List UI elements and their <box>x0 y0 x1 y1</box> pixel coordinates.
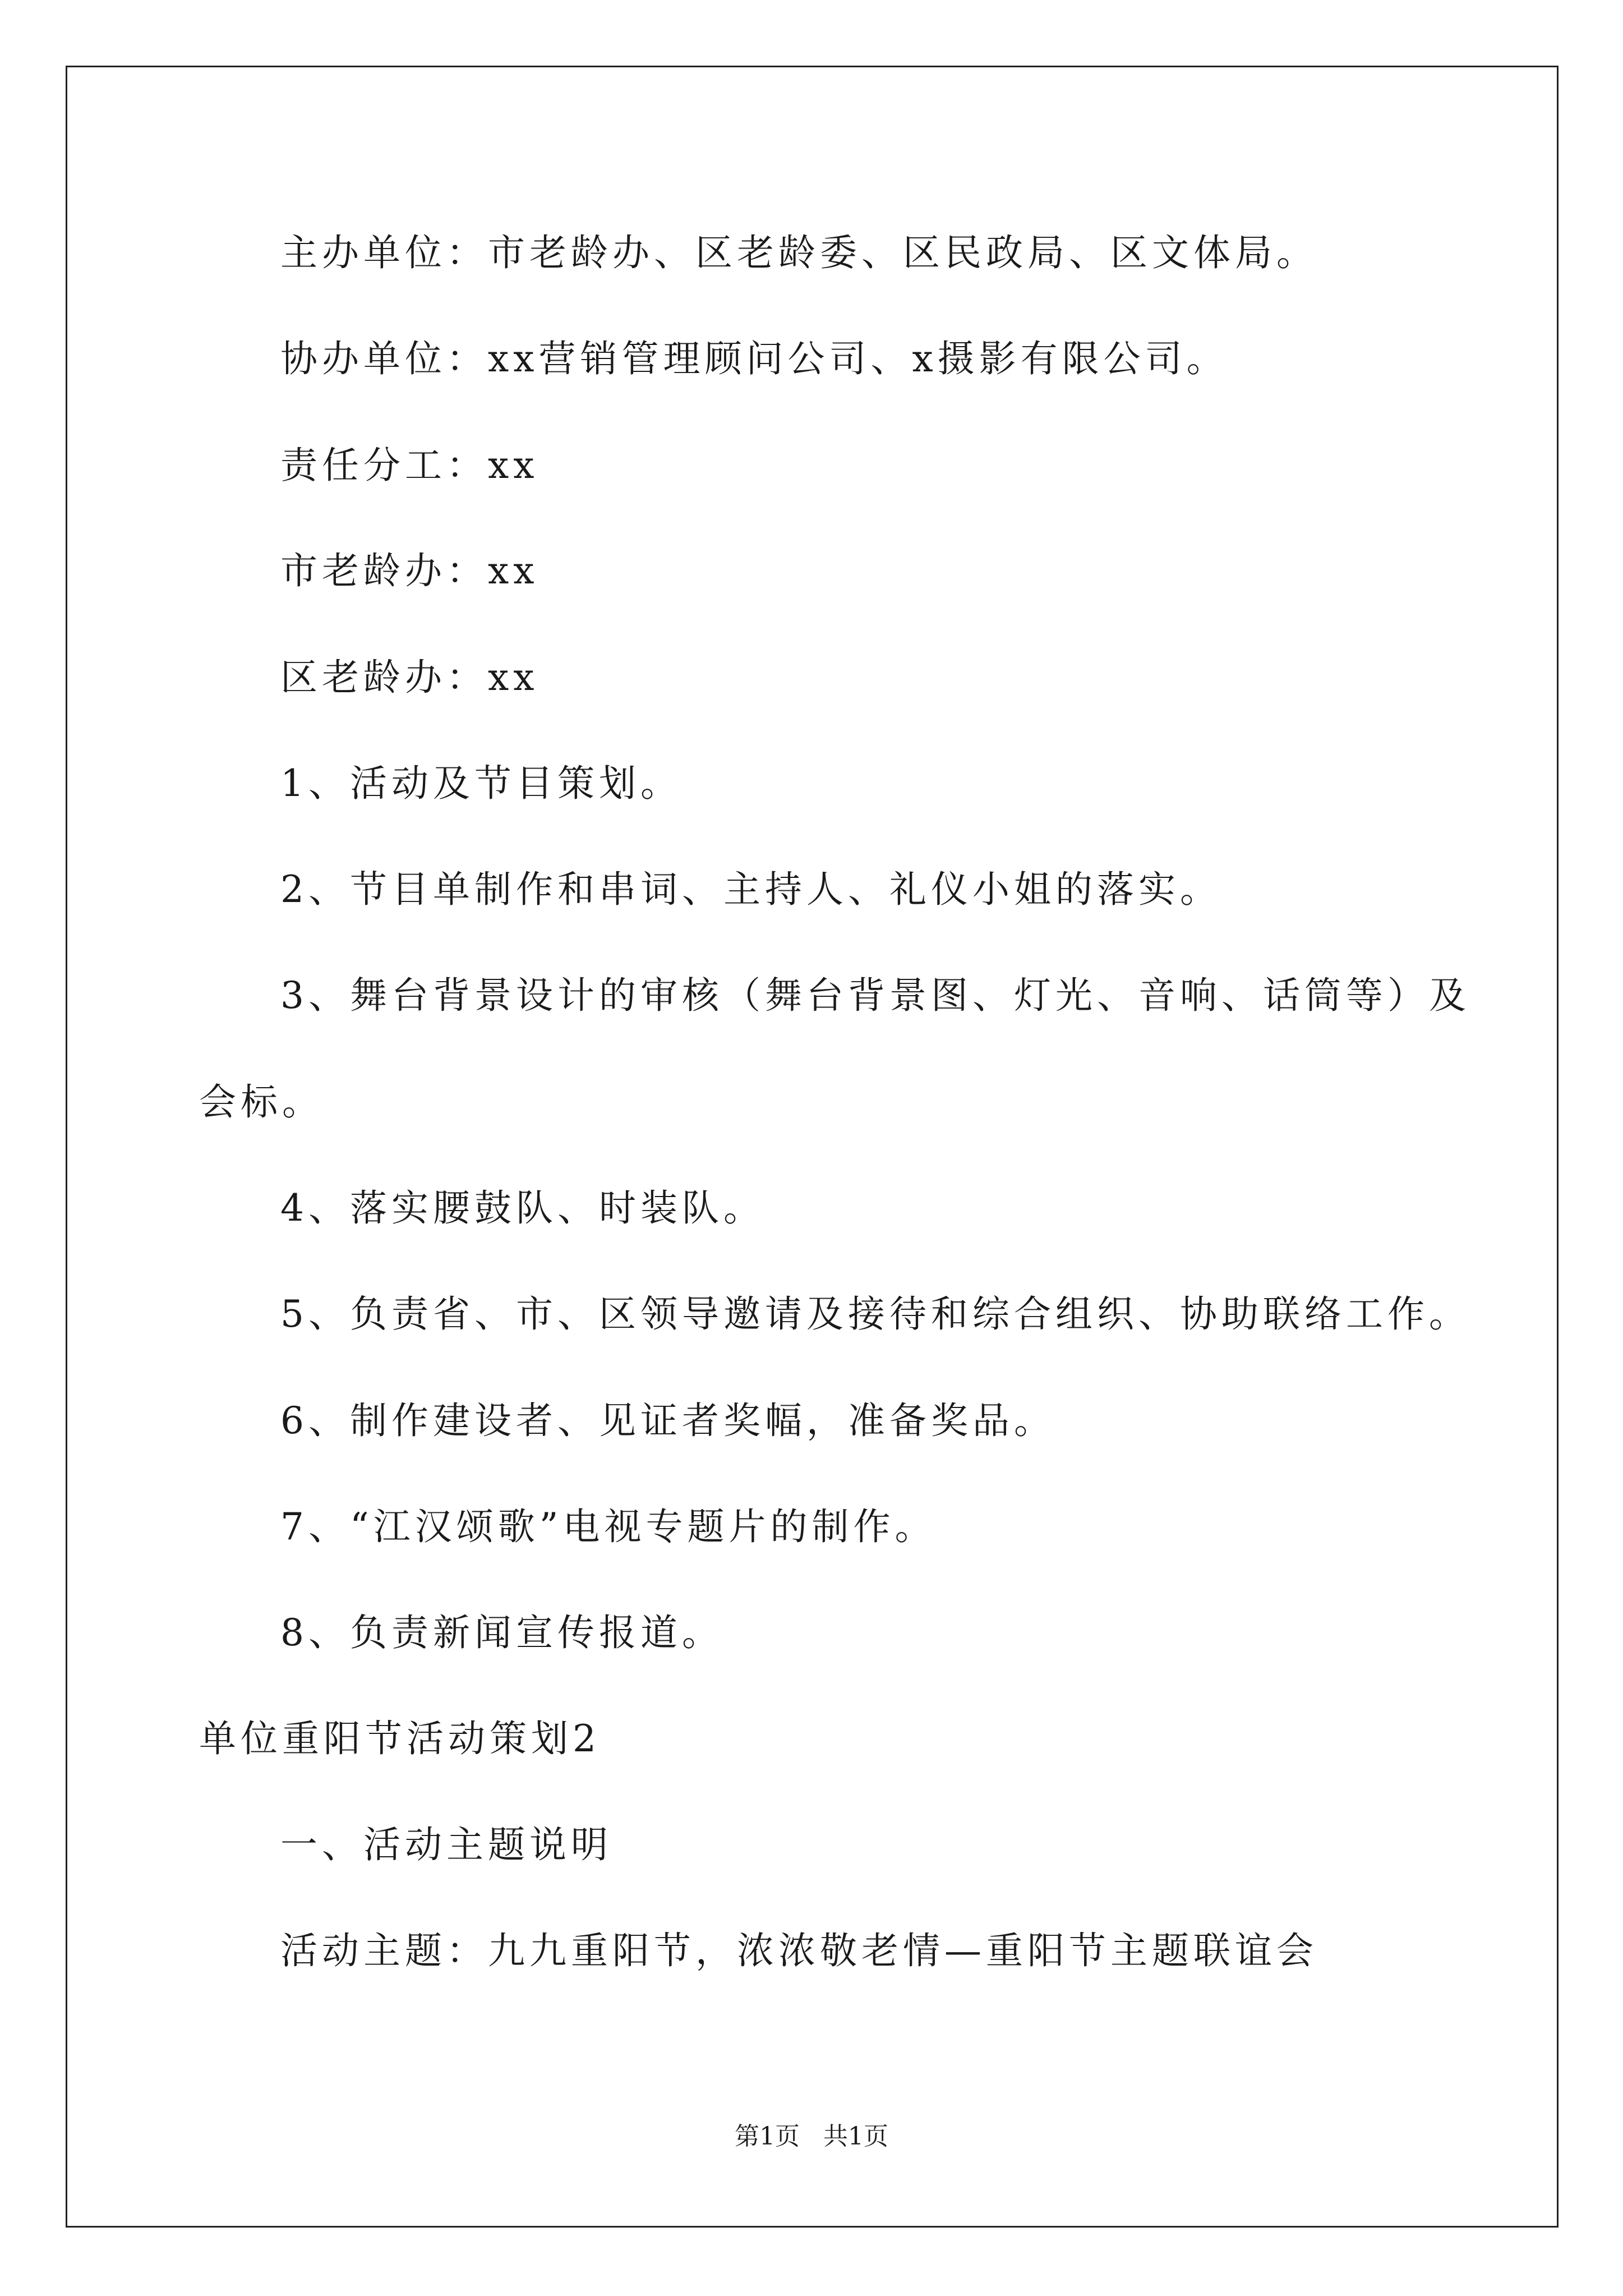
activity-theme-line: 活动主题：九九重阳节，浓浓敬老情—重阳节主题联谊会 <box>280 1929 1318 1972</box>
task-item-2: 2、节目单制作和串词、主持人、礼仪小姐的落实。 <box>280 868 1221 911</box>
task-item-1: 1、活动及节目策划。 <box>280 762 682 805</box>
section-heading: 单位重阳节活动策划2 <box>199 1717 601 1760</box>
task-item-3: 3、舞台背景设计的审核（舞台背景图、灯光、音响、话筒等）及 <box>280 974 1470 1017</box>
task-item-4: 4、落实腰鼓队、时装队。 <box>280 1186 765 1230</box>
task-item-5: 5、负责省、市、区领导邀请及接待和综合组织、协助联络工作。 <box>280 1292 1470 1336</box>
task-item-6: 6、制作建设者、见证者奖幅，准备奖品。 <box>280 1399 1055 1442</box>
page-border <box>66 66 1559 2228</box>
task-item-3-continued: 会标。 <box>199 1080 324 1124</box>
subsection-heading: 一、活动主题说明 <box>280 1823 612 1866</box>
responsibility-line: 责任分工：xx <box>280 444 539 487</box>
page-number-footer: 第1页 共1页 <box>735 2122 888 2151</box>
task-item-8: 8、负责新闻宣传报道。 <box>280 1611 723 1654</box>
co-organizer-line: 协办单位：xx营销管理顾问公司、x摄影有限公司。 <box>280 337 1228 380</box>
organizer-line: 主办单位：市老龄办、区老龄委、区民政局、区文体局。 <box>280 231 1318 274</box>
city-aging-office-line: 市老龄办：xx <box>280 549 539 592</box>
district-aging-office-line: 区老龄办：xx <box>280 656 539 699</box>
task-item-7: 7、“江汉颂歌”电视专题片的制作。 <box>280 1505 937 1548</box>
